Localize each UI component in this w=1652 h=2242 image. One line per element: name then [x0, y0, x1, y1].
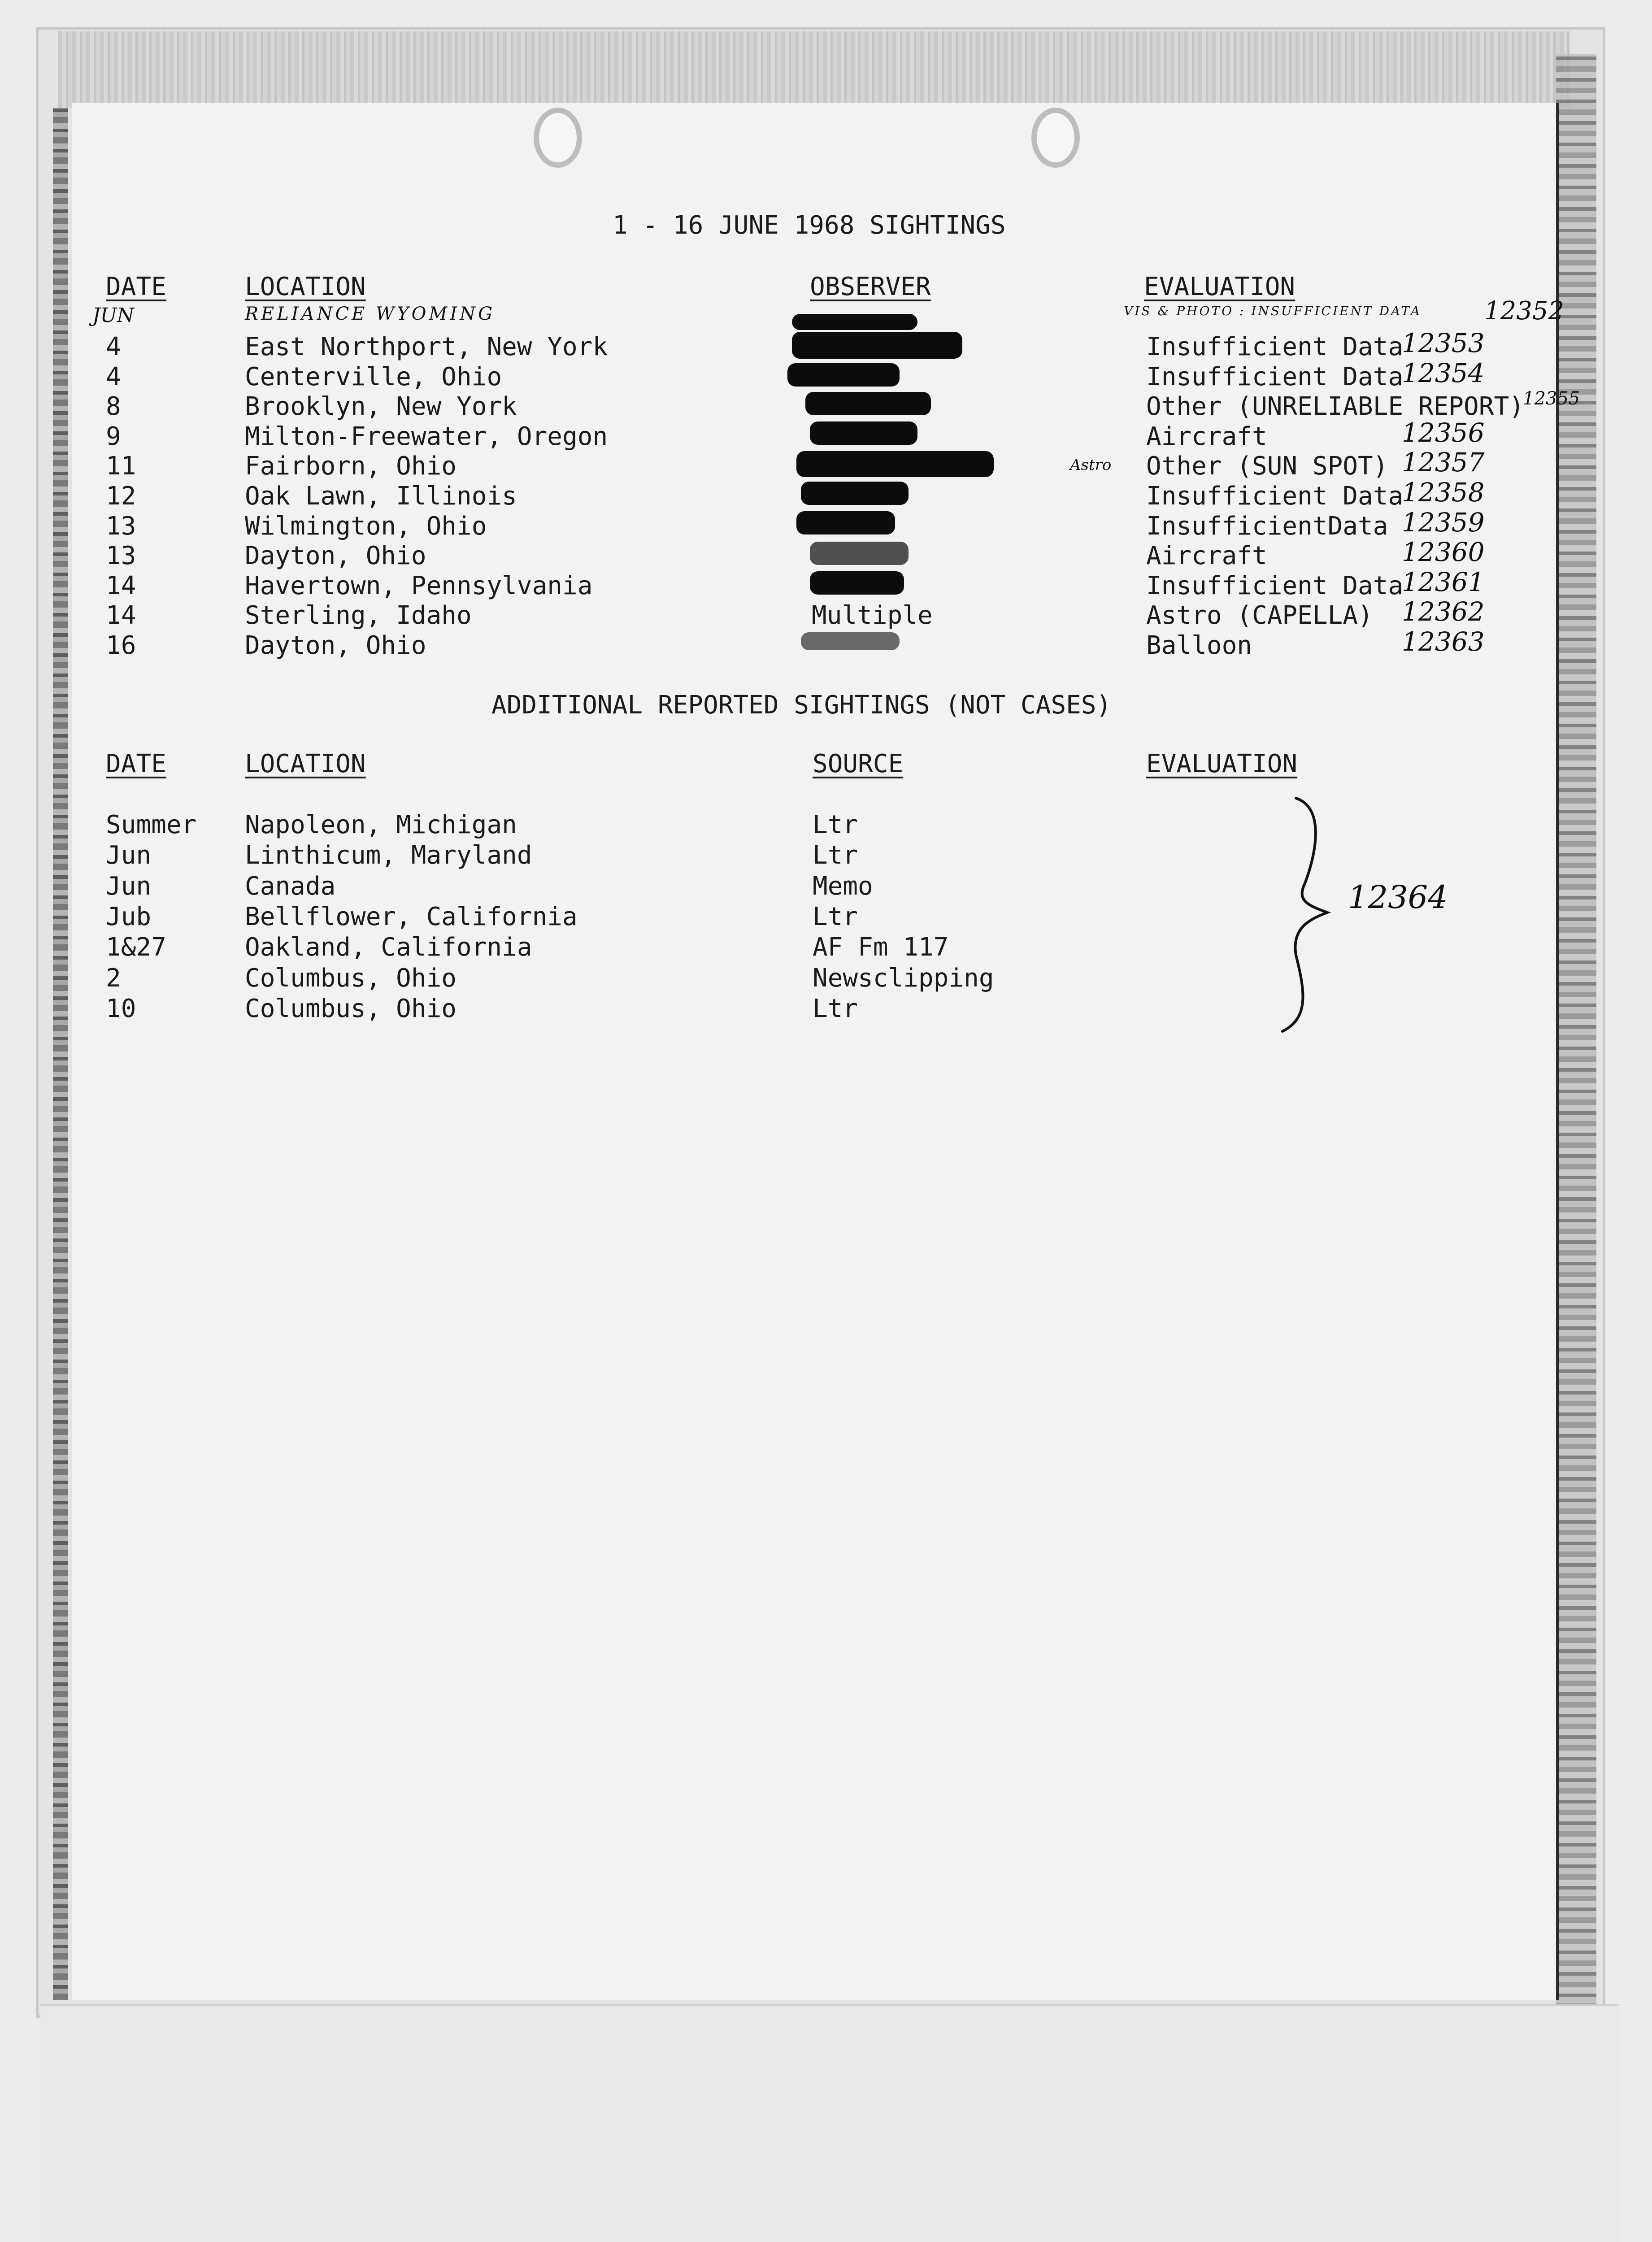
redaction-bar	[810, 542, 909, 565]
sighting-location: Wilmington, Ohio	[245, 512, 487, 541]
sighting-date: 13	[106, 512, 136, 541]
header-evaluation: EVALUATION	[1144, 272, 1296, 301]
sighting-date: 13	[106, 541, 136, 570]
sighting-date: 9	[106, 422, 121, 451]
sighting-evaluation: Insufficient Data	[1146, 482, 1404, 511]
sighting-location: Dayton, Ohio	[245, 631, 426, 660]
sighting-note: Astro	[1070, 456, 1112, 474]
redaction-bar	[810, 421, 917, 445]
sighting-date: 14	[106, 571, 136, 600]
page-title: 1 - 16 JUNE 1968 SIGHTINGS	[613, 211, 1006, 240]
header-date: DATE	[106, 272, 166, 301]
sighting-location: Sterling, Idaho	[245, 601, 472, 630]
handwritten-case: 12352	[1484, 296, 1565, 326]
redaction-bar	[810, 571, 904, 595]
sighting-case-number: 12354	[1402, 358, 1485, 388]
handwritten-evaluation: VIS & PHOTO : INSUFFICIENT DATA	[1124, 304, 1422, 318]
sighting-evaluation: Astro (CAPELLA)	[1146, 601, 1373, 630]
header-location: LOCATION	[245, 272, 366, 301]
redaction-bar	[796, 451, 994, 477]
redaction-bar	[805, 392, 931, 415]
additional-location: Napoleon, Michigan	[245, 810, 517, 839]
sighting-case-number: 12353	[1402, 328, 1485, 358]
sighting-date: 4	[106, 362, 121, 391]
additional-location: Oakland, California	[245, 933, 532, 962]
sighting-evaluation: InsufficientData	[1146, 512, 1388, 541]
additional-header-location: LOCATION	[245, 749, 366, 778]
additional-location: Bellflower, California	[245, 902, 578, 931]
handwritten-additional-case: 12364	[1348, 879, 1448, 916]
sighting-evaluation: Insufficient Data	[1146, 571, 1404, 600]
additional-date: 10	[106, 994, 136, 1023]
additional-location: Canada	[245, 872, 336, 901]
scan-left-edge	[53, 108, 68, 2000]
sighting-evaluation: Aircraft	[1146, 422, 1267, 451]
additional-source: Ltr	[813, 810, 858, 839]
sighting-case-number: 12357	[1402, 447, 1485, 478]
sighting-date: 14	[106, 601, 136, 630]
sighting-case-number: 12363	[1402, 626, 1485, 657]
additional-source: Ltr	[813, 902, 858, 931]
sighting-location: Oak Lawn, Illinois	[245, 482, 517, 511]
sighting-case-number: 12361	[1402, 567, 1485, 597]
sighting-case-number: 12356	[1402, 417, 1485, 448]
sighting-location: Fairborn, Ohio	[245, 452, 457, 481]
redaction-bar	[787, 363, 900, 387]
additional-source: Newsclipping	[813, 964, 994, 993]
sighting-location: Havertown, Pennsylvania	[245, 571, 593, 600]
sighting-evaluation: Other (SUN SPOT)	[1146, 452, 1388, 481]
additional-date: 2	[106, 964, 121, 993]
redaction-bar	[792, 314, 917, 330]
handwritten-brace	[1278, 794, 1350, 1036]
scan-bottom-sheet	[40, 2004, 1619, 2242]
scan-right-edge	[1556, 54, 1596, 2009]
sighting-date: 12	[106, 482, 136, 511]
sighting-evaluation: Other (UNRELIABLE REPORT)	[1146, 392, 1524, 421]
redaction-bar	[796, 511, 895, 534]
additional-source: Ltr	[813, 994, 858, 1023]
sighting-date: 8	[106, 392, 121, 421]
sighting-location: Centerville, Ohio	[245, 362, 502, 391]
redaction-bar	[801, 632, 900, 650]
sighting-location: Brooklyn, New York	[245, 392, 517, 421]
sighting-location: Dayton, Ohio	[245, 541, 426, 570]
additional-source: Ltr	[813, 841, 858, 870]
binder-hole-right	[1031, 108, 1080, 168]
additional-date: 1&27	[106, 933, 166, 962]
sighting-case-number: 12360	[1402, 537, 1485, 567]
redaction-bar	[801, 482, 909, 505]
sighting-evaluation: Balloon	[1146, 631, 1252, 660]
additional-date: Summer	[106, 810, 197, 839]
additional-source: Memo	[813, 872, 873, 901]
handwritten-date: JUN	[92, 304, 135, 327]
sighting-evaluation: Insufficient Data	[1146, 362, 1404, 391]
additional-title: ADDITIONAL REPORTED SIGHTINGS (NOT CASES)	[491, 691, 1112, 720]
sighting-date: 16	[106, 631, 136, 660]
sighting-case-number: 12362	[1402, 596, 1485, 627]
sighting-date: 4	[106, 332, 121, 361]
sighting-date: 11	[106, 452, 136, 481]
handwritten-location: RELIANCE WYOMING	[245, 304, 496, 324]
redaction-bar	[792, 332, 962, 359]
scan-top-strip	[58, 31, 1569, 108]
sighting-evaluation: Aircraft	[1146, 541, 1267, 570]
binder-hole-left	[534, 108, 582, 168]
sighting-location: Milton-Freewater, Oregon	[245, 422, 608, 451]
additional-header-evaluation: EVALUATION	[1146, 749, 1298, 778]
additional-location: Columbus, Ohio	[245, 994, 457, 1023]
header-observer: OBSERVER	[810, 272, 931, 301]
additional-location: Columbus, Ohio	[245, 964, 457, 993]
additional-date: Jun	[106, 872, 152, 901]
sighting-observer: Multiple	[812, 601, 933, 630]
additional-date: Jun	[106, 841, 152, 870]
sighting-case-number: 12359	[1402, 507, 1485, 538]
additional-header-source: SOURCE	[813, 749, 904, 778]
additional-location: Linthicum, Maryland	[245, 841, 532, 870]
additional-date: Jub	[106, 902, 152, 931]
sighting-evaluation: Insufficient Data	[1146, 332, 1404, 361]
additional-header-date: DATE	[106, 749, 166, 778]
sighting-case-number: 12355	[1523, 388, 1580, 409]
sighting-location: East Northport, New York	[245, 332, 608, 361]
additional-source: AF Fm 117	[813, 933, 949, 962]
sighting-case-number: 12358	[1402, 477, 1485, 508]
